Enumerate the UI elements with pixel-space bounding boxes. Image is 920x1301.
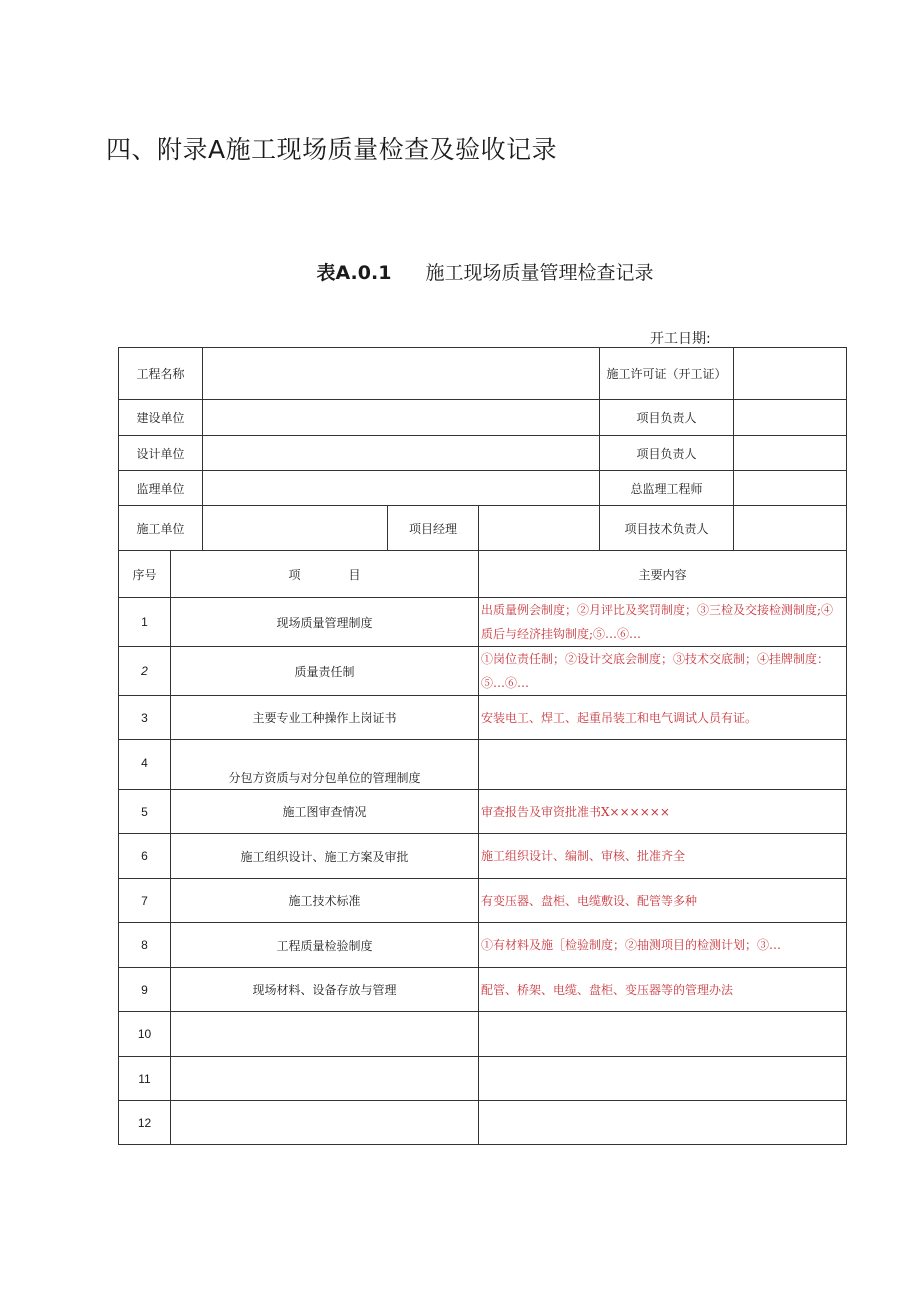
project-name-label: 工程名称 xyxy=(119,348,203,400)
row-number: 8 xyxy=(119,923,171,968)
builder-label: 施工单位 xyxy=(119,506,203,551)
row-content[interactable] xyxy=(479,1012,847,1057)
supervision-unit-row xyxy=(119,471,847,506)
permit-label: 施工许可证（开工证） xyxy=(600,348,734,400)
row-item[interactable] xyxy=(171,1057,479,1101)
row-content[interactable]: 安装电工、焊工、起重吊装工和电气调试人员有证。 xyxy=(479,696,847,740)
supervision-unit-label: 监理单位 xyxy=(119,471,203,506)
table-row xyxy=(119,1101,847,1145)
row-content[interactable] xyxy=(479,1101,847,1145)
column-header-row xyxy=(119,551,847,598)
table-row xyxy=(119,740,847,790)
row-item: 主要专业工种操作上岗证书 xyxy=(171,696,479,740)
builder-value[interactable] xyxy=(203,506,388,551)
table-code: 表A.0.1 xyxy=(316,262,392,284)
design-unit-manager-value[interactable] xyxy=(734,436,847,471)
row-item: 分包方资质与对分包单位的管理制度 xyxy=(171,740,479,790)
row-number: 1 xyxy=(119,598,171,647)
table-row xyxy=(119,598,847,647)
row-content[interactable] xyxy=(479,1057,847,1101)
builder-row xyxy=(119,506,847,551)
page-heading: 四、附录A施工现场质量检查及验收记录 xyxy=(106,135,558,164)
seq-header: 序号 xyxy=(119,551,171,598)
table-row xyxy=(119,1012,847,1057)
row-number: 9 xyxy=(119,968,171,1012)
project-name-value[interactable] xyxy=(203,348,600,400)
table-row xyxy=(119,696,847,740)
row-number: 4 xyxy=(119,740,171,790)
row-content[interactable]: ①有材料及施［检验制度；②抽测项目的检测计划；③… xyxy=(479,923,847,968)
design-unit-manager-label: 项目负责人 xyxy=(600,436,734,471)
row-content[interactable]: 有变压器、盘柜、电缆敷设、配管等多种 xyxy=(479,879,847,923)
row-number: 12 xyxy=(119,1101,171,1145)
table-row xyxy=(119,879,847,923)
row-content[interactable]: ①岗位责任制；②设计交底会制度；③技术交底制；④挂牌制度：⑤…⑥… xyxy=(479,647,847,696)
start-date-label: 开工日期: xyxy=(650,331,711,347)
project-manager-value[interactable] xyxy=(479,506,600,551)
table-row xyxy=(119,834,847,879)
row-item: 现场质量管理制度 xyxy=(171,598,479,647)
row-number: 11 xyxy=(119,1057,171,1101)
row-item: 施工图审查情况 xyxy=(171,790,479,834)
project-manager-label: 项目经理 xyxy=(388,506,479,551)
row-item: 施工组织设计、施工方案及审批 xyxy=(171,834,479,879)
chief-supervisor-label: 总监理工程师 xyxy=(600,471,734,506)
item-header: 项 目 xyxy=(171,551,479,598)
row-content[interactable]: 施工组织设计、编制、审核、批准齐全 xyxy=(479,834,847,879)
row-content[interactable]: 出质量例会制度；②月评比及奖罚制度；③三检及交接检测制度;④质后与经济挂钩制度;⑤…⑥… xyxy=(479,598,847,647)
row-item[interactable] xyxy=(171,1101,479,1145)
table-row xyxy=(119,1057,847,1101)
supervision-unit-value[interactable] xyxy=(203,471,600,506)
permit-value[interactable] xyxy=(734,348,847,400)
construction-unit-value[interactable] xyxy=(203,400,600,436)
row-item: 施工技术标准 xyxy=(171,879,479,923)
table-title xyxy=(0,258,920,285)
tech-manager-value[interactable] xyxy=(734,506,847,551)
row-number: 7 xyxy=(119,879,171,923)
row-number: 6 xyxy=(119,834,171,879)
table-name: 施工现场质量管理检查记录 xyxy=(425,262,654,284)
row-content[interactable] xyxy=(479,740,847,790)
row-number: 2 xyxy=(119,647,171,696)
row-content[interactable]: 配管、桥架、电缆、盘柜、变压器等的管理办法 xyxy=(479,968,847,1012)
row-item: 现场材料、设备存放与管理 xyxy=(171,968,479,1012)
design-unit-value[interactable] xyxy=(203,436,600,471)
row-item: 质量责任制 xyxy=(171,647,479,696)
chief-supervisor-value[interactable] xyxy=(734,471,847,506)
row-number: 10 xyxy=(119,1012,171,1057)
content-header: 主要内容 xyxy=(479,551,847,598)
construction-unit-label: 建设单位 xyxy=(119,400,203,436)
table-row xyxy=(119,923,847,968)
table-row xyxy=(119,790,847,834)
tech-manager-label: 项目技术负责人 xyxy=(600,506,734,551)
construction-unit-manager-value[interactable] xyxy=(734,400,847,436)
design-unit-row xyxy=(119,436,847,471)
quality-check-table xyxy=(118,347,847,1145)
table-row xyxy=(119,647,847,696)
construction-unit-manager-label: 项目负责人 xyxy=(600,400,734,436)
row-content[interactable]: 审查报告及审资批准书X×××××× xyxy=(479,790,847,834)
table-row xyxy=(119,968,847,1012)
project-name-row xyxy=(119,348,847,400)
design-unit-label: 设计单位 xyxy=(119,436,203,471)
row-number: 5 xyxy=(119,790,171,834)
row-number: 3 xyxy=(119,696,171,740)
row-item: 工程质量检验制度 xyxy=(171,923,479,968)
construction-unit-row xyxy=(119,400,847,436)
row-item[interactable] xyxy=(171,1012,479,1057)
